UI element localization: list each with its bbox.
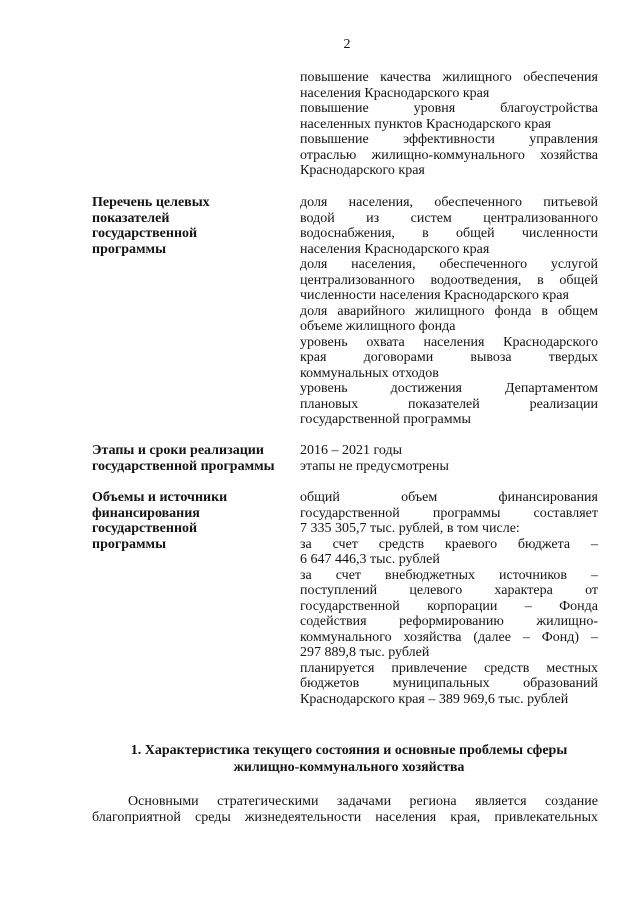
heading-line: 1. Характеристика текущего состояния и основные проблемы сферы	[130, 743, 568, 758]
funding-line: бюджетов муниципальных образований	[300, 676, 598, 691]
funding-item	[300, 661, 598, 708]
indicator-line: водой из систем централизованного	[300, 210, 598, 226]
goal-line: повышение качества жилищного обеспечения	[300, 70, 598, 85]
funding-item	[300, 568, 598, 661]
label-line: государственной программы	[92, 458, 275, 474]
funding-line: 297 889,8 тыс. рублей	[300, 645, 430, 660]
funding-line: государственной программы составляет	[300, 505, 598, 521]
indicator-item	[300, 304, 598, 335]
goal-line: населенных пунктов Краснодарского края	[300, 116, 551, 132]
paragraph-line: Основными стратегическими задачами региона является создание	[128, 794, 598, 809]
label-line: финансирования	[92, 505, 200, 521]
funding-line: содействия реформированию жилищно-	[300, 614, 598, 629]
stages-item	[300, 443, 598, 459]
funding-volumes	[300, 490, 598, 707]
funding-line: 7 335 305,7 тыс. рублей, в том числе:	[300, 521, 520, 536]
label-line: программы	[92, 241, 166, 257]
funding-line: за счет внебюджетных источников –	[300, 567, 598, 583]
indicator-line: объеме жилищного фонда	[300, 319, 456, 334]
goal-item	[300, 70, 598, 101]
funding-line: 6 647 446,3 тыс. рублей	[300, 552, 440, 567]
funding-line: планируется привлечение средств местных	[300, 660, 598, 676]
goal-line: населения Краснодарского края	[300, 85, 490, 101]
indicators-label	[92, 195, 292, 257]
goals-continued	[300, 70, 598, 179]
indicator-line: государственной программы	[300, 412, 471, 427]
goal-item	[300, 101, 598, 132]
stages-line: этапы не предусмотрены	[300, 458, 449, 474]
label-line: показателей	[92, 210, 170, 226]
funding-label	[92, 490, 292, 552]
goal-line: Краснодарского края	[300, 163, 425, 178]
paragraph-line: благоприятной среды жизнедеятельности населения края, привлекательных	[92, 810, 598, 825]
stages-line: 2016 – 2021 годы	[300, 443, 403, 458]
funding-line: государственной корпорации – Фонда	[300, 598, 598, 614]
indicator-item	[300, 381, 598, 428]
label-line: Этапы и сроки реализации	[92, 443, 264, 458]
indicator-line: централизованного водоотведения, в общей	[300, 272, 598, 288]
label-line: государственной	[92, 226, 198, 241]
funding-line: Краснодарского края – 389 969,6 тыс. рублей	[300, 691, 569, 707]
indicator-line: населения Краснодарского края	[300, 241, 490, 257]
label-line: Перечень целевых	[92, 195, 210, 210]
indicator-item	[300, 335, 598, 382]
label-line: государственной	[92, 521, 198, 536]
funding-line: поступлений целевого характера от	[300, 583, 598, 598]
goal-line: отраслью жилищно-коммунального хозяйства	[300, 147, 598, 163]
indicator-line: численности населения Краснодарского края	[300, 288, 569, 303]
funding-item	[300, 537, 598, 568]
funding-item	[300, 490, 598, 537]
label-line: программы	[92, 536, 166, 552]
indicator-line: края договорами вывоза твердых	[300, 350, 598, 365]
stages-item	[300, 459, 598, 475]
indicator-item	[300, 195, 598, 257]
indicator-line: уровень охвата населения Краснодарского	[300, 334, 598, 350]
indicator-line: коммунальных отходов	[300, 365, 439, 381]
funding-line: за счет средств краевого бюджета –	[300, 536, 598, 552]
target-indicators	[300, 195, 598, 428]
goal-line: повышение уровня благоустройства	[300, 101, 598, 116]
section-heading	[96, 742, 602, 776]
page-number: 2	[343, 37, 351, 52]
stages-label	[92, 443, 292, 474]
indicator-line: доля аварийного жилищного фонда в общем	[300, 303, 598, 319]
heading-line: жилищно-коммунального хозяйства	[233, 760, 465, 775]
label-line: Объемы и источники	[92, 490, 228, 505]
indicator-line: водоснабжения, в общей численности	[300, 226, 598, 241]
indicator-line: плановых показателей реализации	[300, 396, 598, 412]
indicator-item	[300, 257, 598, 304]
goal-line: повышение эффективности управления	[300, 132, 598, 147]
section-paragraph	[92, 794, 598, 826]
funding-line: коммунального хозяйства (далее – Фонд) –	[300, 629, 598, 645]
funding-line: общий объем финансирования	[300, 490, 598, 505]
stages-and-terms	[300, 443, 598, 474]
indicator-line: уровень достижения Департаментом	[300, 381, 598, 396]
indicator-line: доля населения, обеспеченного услугой	[300, 257, 598, 272]
goal-item	[300, 132, 598, 179]
indicator-line: доля населения, обеспеченного питьевой	[300, 195, 598, 210]
